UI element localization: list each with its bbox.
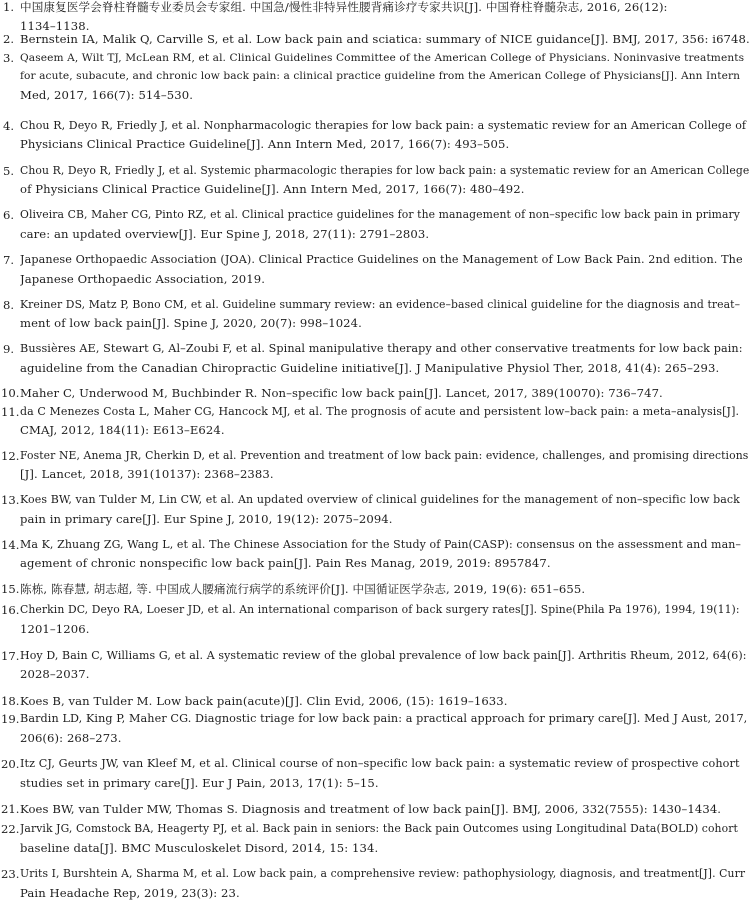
reference-text-line: Urits I, Burshtein A, Sharma M, et al. Low back pain, a comprehensive review: pathophysiology, diagnosis, and treatment[J]. Curr: [20, 867, 746, 881]
reference-text-line: for acute, subacute, and chronic low back pain: a clinical practice guideline from the American College of Physicians[J]. Ann Intern: [20, 70, 741, 83]
reference-number: 7.: [3, 253, 15, 268]
reference-number: 14.: [1, 538, 20, 553]
reference-item: [0, 800, 754, 820]
reference-item: [0, 710, 754, 749]
reference-text-line: Ma K, Zhuang ZG, Wang L, et al. The Chinese Association for the Study of Pain(CASP): consensus on the assessment and man–: [20, 538, 742, 552]
reference-item: [0, 117, 754, 156]
reference-number: 23.: [1, 867, 20, 882]
reference-number: 22.: [1, 822, 20, 837]
reference-text-line: Physicians Clinical Practice Guideline[J]. Ann Intern Med, 2017, 166(7): 493–505.: [20, 137, 510, 152]
reference-text-line: Oliveira CB, Maher CG, Pinto RZ, et al. Clinical practice guidelines for the management of non–specific low back pain in primary: [20, 208, 740, 222]
reference-text-line: Chou R, Deyo R, Friedly J, et al. Systemic pharmacologic therapies for low back pain: a systematic review for an American College: [20, 164, 750, 178]
reference-text-line: 1201–1206.: [20, 621, 90, 636]
reference-number: 8.: [3, 298, 15, 313]
reference-number: 16.: [1, 603, 20, 618]
reference-number: 15.: [1, 582, 20, 597]
reference-number: 19.: [1, 712, 20, 727]
reference-item: [0, 647, 754, 686]
reference-text-line: [J]. Lancet, 2018, 391(10137): 2368–2383.: [20, 467, 274, 482]
reference-text-line: Bernstein IA, Malik Q, Carville S, et al. Low back pain and sciatica: summary of NICE guidance[J]. BMJ, 2017, 356: i6748.: [20, 31, 750, 46]
reference-number: 1.: [3, 0, 15, 15]
reference-item: [0, 206, 754, 245]
reference-text-line: Itz CJ, Geurts JW, van Kleef M, et al. Clinical course of non–specific low back pain: a systematic review of prospective cohort: [20, 757, 740, 771]
reference-text-line: Bussières AE, Stewart G, Al–Zoubi F, et al. Spinal manipulative therapy and other conservative treatments for low back pain:: [20, 342, 743, 356]
reference-number: 11.: [1, 404, 20, 419]
reference-item: [0, 30, 754, 50]
reference-text-line: Koes B, van Tulder M. Low back pain(acute)[J]. Clin Evid, 2006, (15): 1619–1633.: [20, 693, 508, 708]
reference-text-line: Cherkin DC, Deyo RA, Loeser JD, et al. An international comparison of back surgery rates[J]. Spine(Phila Pa 1976), 1994, 19(11):: [20, 603, 740, 617]
reference-number: 2.: [3, 31, 15, 46]
reference-item: [0, 447, 754, 486]
reference-text-line: 陈栋, 陈春慧, 胡志超, 等. 中国成人腰痛流行病学的系统评价[J]. 中国循证医学杂志, 2019, 19(6): 651–655.: [20, 582, 586, 597]
reference-number: 5.: [3, 164, 15, 179]
reference-number: 18.: [1, 693, 20, 708]
reference-text-line: 1134–1138.: [20, 18, 90, 33]
reference-text-line: studies set in primary care[J]. Eur J Pain, 2013, 17(1): 5–15.: [20, 775, 379, 790]
reference-item: [0, 755, 754, 794]
reference-text-line: Maher C, Underwood M, Buchbinder R. Non–specific low back pain[J]. Lancet, 2017, 389(10070): 736–747.: [20, 386, 663, 401]
reference-item: [0, 49, 754, 106]
reference-number: 4.: [3, 119, 15, 134]
reference-item: [0, 820, 754, 859]
reference-text-line: Chou R, Deyo R, Friedly J, et al. Nonpharmacologic therapies for low back pain: a systematic review for an American College of: [20, 119, 747, 133]
reference-item: [0, 865, 754, 904]
reference-text-line: da C Menezes Costa L, Maher CG, Hancock MJ, et al. The prognosis of acute and persistent low–back pain: a meta–analysis[J].: [20, 404, 740, 418]
reference-text-line: Hoy D, Bain C, Williams G, et al. A systematic review of the global prevalence of low back pain[J]. Arthritis Rheum, 2012, 64(6):: [20, 648, 747, 662]
reference-item: [0, 403, 754, 442]
reference-number: 13.: [1, 493, 20, 508]
reference-text-line: aguideline from the Canadian Chiropractic Guideline initiative[J]. J Manipulative Physiol Ther, 2018, 41(4): 265–293.: [20, 360, 720, 375]
reference-number: 17.: [1, 648, 20, 663]
reference-text-line: CMAJ, 2012, 184(11): E613–E624.: [20, 423, 225, 438]
reference-item: [0, 692, 754, 712]
reference-text-line: pain in primary care[J]. Eur Spine J, 2010, 19(12): 2075–2094.: [20, 511, 393, 526]
reference-text-line: Bardin LD, King P, Maher CG. Diagnostic triage for low back pain: a practical approach for primary care[J]. Med J Aust, 2017,: [20, 712, 748, 726]
reference-text-line: Japanese Orthopaedic Association (JOA). Clinical Practice Guidelines on the Management of Low Back Pain. 2nd edition. The: [20, 253, 743, 267]
reference-text-line: Koes BW, van Tulder MW, Thomas S. Diagnosis and treatment of low back pain[J]. BMJ, 2006, 332(7555): 1430–1434.: [20, 802, 722, 817]
reference-number: 6.: [3, 208, 15, 223]
reference-item: [0, 162, 754, 201]
reference-number: 21.: [1, 802, 20, 817]
reference-number: 3.: [3, 50, 15, 65]
reference-text-line: ment of low back pain[J]. Spine J, 2020, 20(7): 998–1024.: [20, 316, 362, 331]
reference-text-line: baseline data[J]. BMC Musculoskelet Disord, 2014, 15: 134.: [20, 840, 379, 855]
reference-number: 20.: [1, 757, 20, 772]
reference-item: [0, 384, 754, 404]
reference-text-line: Foster NE, Anema JR, Cherkin D, et al. Prevention and treatment of low back pain: evidence, challenges, and promising directions: [20, 449, 749, 463]
reference-text-line: Japanese Orthopaedic Association, 2019.: [20, 271, 266, 286]
reference-text-line: Koes BW, van Tulder M, Lin CW, et al. An updated overview of clinical guidelines for the management of non–specific low back: [20, 493, 740, 507]
reference-number: 12.: [1, 449, 20, 464]
reference-item: [0, 296, 754, 335]
reference-text-line: 206(6): 268–273.: [20, 730, 122, 745]
reference-text-line: Qaseem A, Wilt TJ, McLean RM, et al. Clinical Guidelines Committee of the American College of Physicians. Noninvasive treatments: [20, 51, 745, 64]
reference-item: [0, 491, 754, 530]
reference-text-line: Med, 2017, 166(7): 514–530.: [20, 87, 193, 102]
reference-text-line: Kreiner DS, Matz P, Bono CM, et al. Guideline summary review: an evidence–based clinical guideline for the diagnosis and treat–: [20, 298, 741, 312]
reference-item: [0, 251, 754, 290]
reference-item: [0, 536, 754, 575]
reference-text-line: care: an updated overview[J]. Eur Spine J, 2018, 27(11): 2791–2803.: [20, 226, 430, 241]
reference-text-line: Jarvik JG, Comstock BA, Heagerty PJ, et al. Back pain in seniors: the Back pain Outcomes using Longitudinal Data(BOLD) cohort: [20, 822, 738, 836]
reference-text-line: 2028–2037.: [20, 667, 90, 682]
reference-item: [0, 601, 754, 640]
reference-text-line: Pain Headache Rep, 2019, 23(3): 23.: [20, 885, 240, 900]
reference-text-line: agement of chronic nonspecific low back pain[J]. Pain Res Manag, 2019, 2019: 8957847.: [20, 556, 551, 571]
reference-number: 9.: [3, 342, 15, 357]
reference-text-line: 中国康复医学会脊柱脊髓专业委员会专家组. 中国急/慢性非特异性腰背痛诊疗专家共识[J]. 中国脊柱脊髓杂志, 2016, 26(12):: [20, 0, 668, 15]
reference-number: 10.: [1, 386, 20, 401]
reference-item: [0, 340, 754, 379]
reference-item: [0, 580, 754, 600]
reference-text-line: of Physicians Clinical Practice Guideline[J]. Ann Intern Med, 2017, 166(7): 480–492.: [20, 182, 525, 197]
